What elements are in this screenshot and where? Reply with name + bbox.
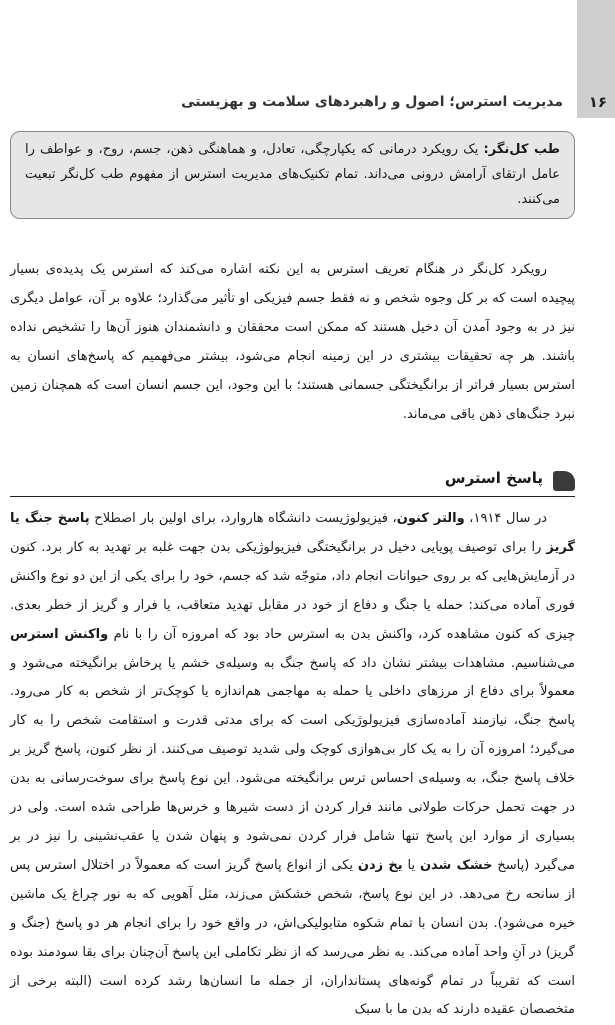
section-bullet-icon [553, 471, 575, 491]
paragraph-text [10, 505, 575, 1025]
body-paragraph-1 [10, 256, 575, 429]
definition-text: یک رویکرد درمانی که یکپارچگی، تعادل، و هماهنگی ذهن، جسم، روح، و عواطف را عامل ارتقای آرامش درونی می‌داند. تمام تکنیک‌های مدیریت استرس از مفهوم طب کل‌نگر تبعیت می‌کنند. [25, 142, 560, 207]
text-run: می‌شناسیم. مشاهدات بیشتر نشان داد که پاسخ جنگ به وسیله‌ی خشم یا پرخاش برانگیخته می‌شود و معمولاً برای دفاع از مرزهای داخلی یا حمله به مهاجمی هم‌اندازه یا کوچک‌تر از شخص به کار می‌رود. پاسخ جنگ، نیازمند آماده‌سازی فیزیولوژیکی است که برای مدتی قدرت و استقامت شخص را به کار می‌گیرد؛ امروزه آن را به یک کار بی‌هوازی کوچک ولی شدید توصیف می‌کنند. از نظر کنون، پاسخ گریز بر خلاف پاسخ جنگ، به وسیله‌ی احساس ترس برانگیخته می‌شود. این نوع پاسخ برای سوخت‌رسانی به بدن در جهت تحمل حرکات طولانی مانند فرار کردن از دست شیرها و خرس‌ها طراحی شده است. ولی در بسیاری از موارد این پاسخ تنها شامل فرار کردن نمی‌شود و پنهان شدن یا عقب‌نشینی را نیز در بر می‌گیرد (پاسخ [10, 655, 575, 873]
definition-term: طب کل‌نگر: [483, 142, 560, 157]
text-run: یا [402, 857, 420, 873]
text-run: را برای توصیف پویایی دخیل در برانگیختگی فیزیولوژیکی بدن جهت غلبه بر تهدید به کار برد. کنون در آزمایش‌هایی که بر روی حیوانات انجام داد، متوجّه شد که جسم، خود را برای یکی از این دو نوع واکنش فوری آماده می‌کند: حمله یا جنگ و دفاع از خود در مقابل تهدید متعاقب، یا فرار و گریز از خطر بعدی. چیزی که کنون مشاهده کرد، واکنش بدن به استرس حاد بود که امروزه آن را با نام [10, 539, 575, 642]
section-title: پاسخ استرس [444, 469, 543, 487]
text-run: ، فیزیولوژیست دانشگاه هاروارد، برای اولین بار اصطلاح [89, 511, 397, 526]
bold-term: خشک شدن [419, 857, 493, 873]
definition-box [10, 131, 575, 219]
page-number: ۱۶ [588, 93, 607, 111]
text-run: یکی از انواع پاسخ گریز است که معمولاً در اختلال استرس پس از سانحه رخ می‌دهد. در این نوع پاسخ، شخص خشکش می‌زند، مثل آهویی که به نور چراغ یک ماشین خیره می‌شود). بدن انسان با تمام شکوه متابولیکی‌اش، در واقع خود را برای انجام هر دو پاسخ (جنگ و گریز) در آنِ واحد آماده می‌کند. به نظر می‌رسد که از نظر تکاملی این پاسخ آن‌چنان برای بقا سودمند بوده است که تقریباً در تمام گونه‌های پستانداران، از جمله ما انسان‌ها رشد کرده است (البته برخی از متخصصان عقیده دارند که بدن ما با سبک [10, 857, 575, 1018]
body-paragraph-2 [10, 505, 575, 1025]
bold-term: واکنش استرس [10, 626, 109, 642]
paragraph-text: رویکرد کل‌نگر در هنگام تعریف استرس به این نکته اشاره می‌کند که استرس یک پدیده‌ی بسیار پیچیده است که بر کل وجوه شخص و نه فقط جسم فیزیکی او تأثیر می‌گذارد؛ علاوه بر آن، عوامل دیگری نیز در به وجود آمدن آن دخیل هستند که ممکن است محققان و دانشمندان هنوز آن‌ها را تشخیص نداده باشند. هر چه تحقیقات بیشتری در این زمینه انجام می‌شود، بیشتر می‌فهمیم که پاسخ‌های انسان به استرس بسیار فراتر از برانگیختگی جسمانی هستند؛ با این وجود، این جسم انسان است که همچنان زمین نبرد جنگ‌های ذهن باقی می‌ماند. [10, 262, 575, 422]
running-header: مدیریت استرس؛ اصول و راهبردهای سلامت و بهزیستی [181, 94, 563, 110]
bold-term: والتر کنون [396, 511, 465, 526]
bold-term: پاسخ جنگ یا گریز [10, 511, 575, 555]
text-run: در سال ۱۹۱۴، [464, 511, 548, 526]
section-heading [10, 466, 575, 497]
bold-term: یخ زدن [357, 857, 403, 873]
